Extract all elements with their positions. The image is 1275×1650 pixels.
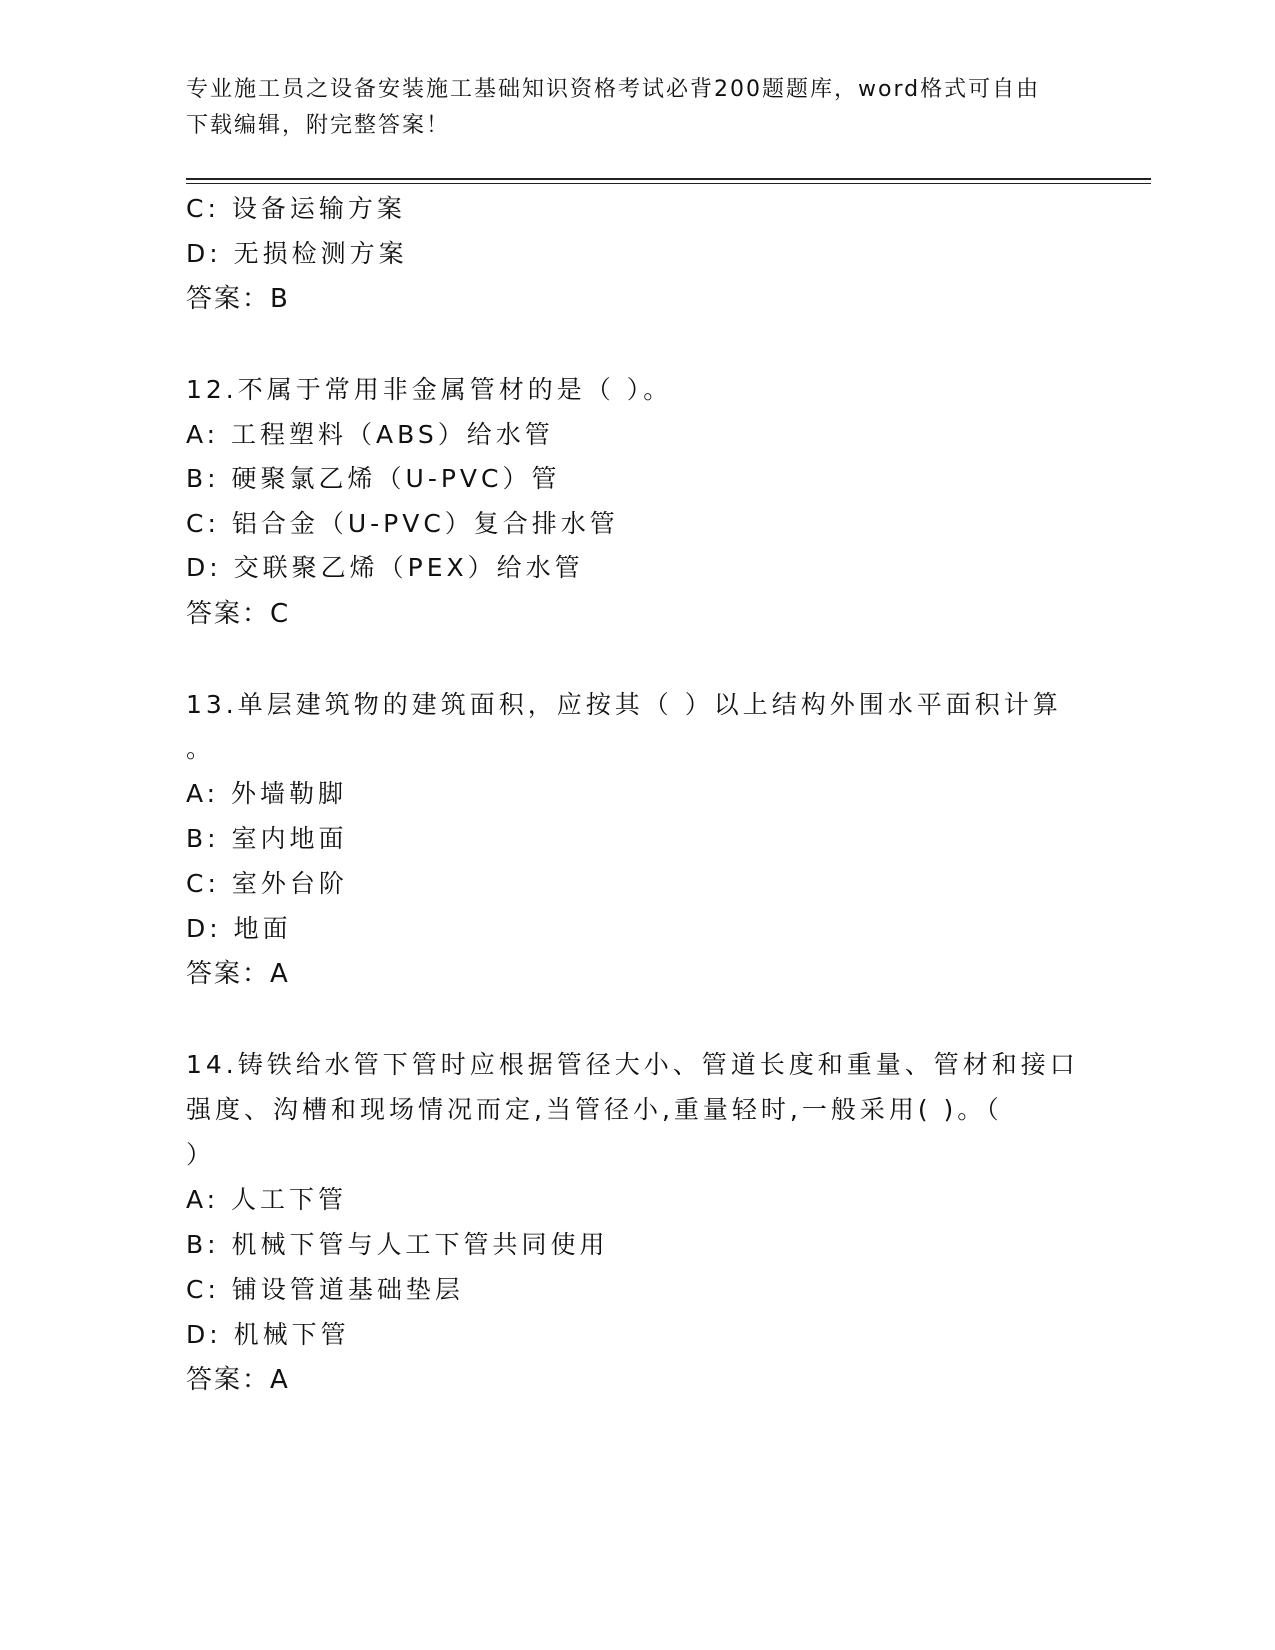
q12-option-c: C: 铝合金（U-PVC）复合排水管 [186,509,619,538]
q12-option-d: D: 交联聚乙烯（PEX）给水管 [186,553,584,582]
q14-question-line-1: 14.铸铁给水管下管时应根据管径大小、管道长度和重量、管材和接口 [186,1050,1079,1079]
q14-question-line-3: ） [186,1140,216,1169]
q13-option-b: B: 室内地面 [186,824,348,853]
q13-question-line-1: 13.单层建筑物的建筑面积，应按其（ ）以上结构外围水平面积计算 [186,690,1062,719]
q14-question-line-2: 强度、沟槽和现场情况而定,当管径小,重量轻时,一般采用( )。（ [186,1095,1003,1124]
q11-option-c: C: 设备运输方案 [186,194,406,223]
q13-answer: 答案：A [186,959,290,989]
q13-option-a: A: 外墙勒脚 [186,779,348,808]
document-header [186,72,1086,144]
q14-option-b: B: 机械下管与人工下管共同使用 [186,1230,609,1259]
header-line-1: 专业施工员之设备安装施工基础知识资格考试必背200题题库，word格式可自由 [186,77,1041,102]
q13-option-c: C: 室外台阶 [186,869,348,898]
q14-option-c: C: 铺设管道基础垫层 [186,1275,464,1304]
q12-question: 12.不属于常用非金属管材的是（ ）。 [186,375,673,404]
q14-option-a: A: 人工下管 [186,1185,348,1214]
q12-option-a: A: 工程塑料（ABS）给水管 [186,420,554,449]
header-divider [186,178,1151,180]
q11-option-d: D: 无损检测方案 [186,239,408,268]
q14-answer: 答案：A [186,1365,290,1395]
header-divider-thin [186,183,1151,184]
q13-option-d: D: 地面 [186,914,292,943]
header-line-2: 下载编辑，附完整答案！ [186,113,451,138]
q12-option-b: B: 硬聚氯乙烯（U-PVC）管 [186,464,561,493]
q12-answer: 答案：C [186,599,291,629]
q13-question-line-2: 。 [186,734,216,763]
q11-answer: 答案：B [186,284,290,314]
q14-option-d: D: 机械下管 [186,1320,350,1349]
